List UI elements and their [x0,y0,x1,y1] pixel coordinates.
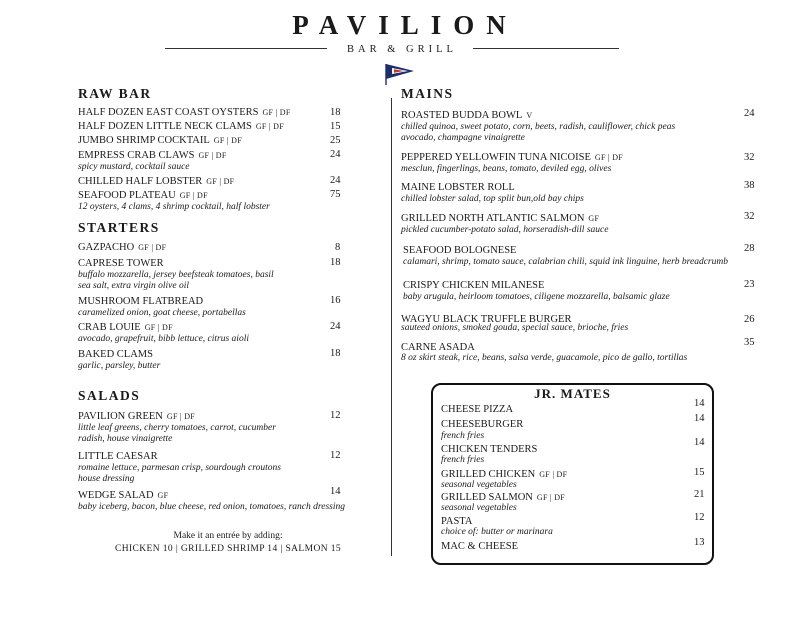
menu-item-description: house dressing [78,474,135,484]
dietary-tag: GF | DF [539,470,568,479]
menu-item-price: 18 [330,257,341,268]
menu-item-price: 23 [744,279,755,290]
menu-item-description: baby iceberg, bacon, blue cheese, red onion, tomatoes, ranch dressing [78,502,345,512]
menu-item-price: 21 [694,489,705,500]
menu-item-price: 24 [330,149,341,160]
menu-item-price: 25 [330,135,341,146]
menu-item-price: 12 [330,450,341,461]
dietary-tag: GF | DF [138,243,167,252]
menu-item-name: WEDGE SALAD GF [78,490,169,501]
menu-item-price: 24 [744,108,755,119]
section-heading-mains: MAINS [401,86,454,101]
menu-item-price: 18 [330,107,341,118]
burgee-flag-icon [384,62,418,86]
menu-item-name: SEAFOOD BOLOGNESE [403,245,517,256]
menu-item-description: romaine lettuce, parmesan crisp, sourdough croutons [78,463,281,473]
menu-item-description: buffalo mozzarella, jersey beefsteak tomatoes, basil [78,270,274,280]
menu-item-description: radish, house vinaigrette [78,434,173,444]
menu-item-price: 32 [744,211,755,222]
menu-item-description: french fries [441,455,485,465]
menu-item-name: HALF DOZEN EAST COAST OYSTERS GF | DF [78,107,291,118]
menu-item-name: CHEESE PIZZA [441,404,514,415]
menu-item-description: 8 oz skirt steak, rice, beans, salsa verde, guacamole, pico de gallo, tortillas [401,353,688,363]
menu-item-name: PAVILION GREEN GF | DF [78,411,196,422]
menu-item-price: 18 [330,348,341,359]
menu-item-price: 13 [694,537,705,548]
menu-item-name: CHILLED HALF LOBSTER GF | DF [78,176,235,187]
menu-item-description: sauteed onions, smoked gouda, special sauce, brioche, fries [401,323,629,333]
menu-item-price: 14 [330,486,341,497]
dietary-tag: GF | DF [198,151,227,160]
menu-item-name: JUMBO SHRIMP COCKTAIL GF | DF [78,135,242,146]
menu-item-description: seasonal vegetables [441,503,517,513]
menu-item-name: EMPRESS CRAB CLAWS GF | DF [78,150,227,161]
menu-item-name: MAC & CHEESE [441,541,519,552]
menu-item-price: 35 [744,337,755,348]
menu-item-price: 32 [744,152,755,163]
menu-item-description: baby arugula, heirloom tomatoes, ciligene mozzarella, balsamic glaze [403,292,670,302]
menu-item-description: avocado, champagne vinaigrette [401,133,525,143]
menu-item-description: avocado, grapefruit, bibb lettuce, citrus aioli [78,334,249,344]
menu-item-description: caramelized onion, goat cheese, portabellas [78,308,246,318]
entree-addon-note: Make it an entrée by adding: [173,531,283,541]
dietary-tag: GF [588,214,600,223]
menu-item-description: seasonal vegetables [441,480,517,490]
menu-item-name: ROASTED BUDDA BOWL V [401,110,533,121]
menu-item-price: 28 [744,243,755,254]
dietary-tag: GF [157,491,169,500]
menu-item-description: garlic, parsley, butter [78,361,161,371]
menu-item-description: french fries [441,431,485,441]
menu-item-name: LITTLE CAESAR [78,451,158,462]
menu-item-description: little leaf greens, cherry tomatoes, carrot, cucumber [78,423,276,433]
dietary-tag: GF | DF [179,191,208,200]
dietary-tag: GF | DF [166,412,196,421]
menu-item-name: CHEESEBURGER [441,419,524,430]
menu-item-description: 12 oysters, 4 clams, 4 shrimp cocktail, half lobster [78,202,270,212]
dietary-tag: GF | DF [255,122,284,131]
dietary-tag: GF | DF [213,136,242,145]
menu-item-price: 24 [330,175,341,186]
menu-item-price: 14 [694,437,705,448]
menu-item-name: BAKED CLAMS [78,349,153,360]
menu-item-description: sea salt, extra virgin olive oil [78,281,189,291]
menu-item-price: 12 [694,512,705,523]
menu-item-name: GAZPACHO GF | DF [78,242,167,253]
menu-item-description: chilled lobster salad, top split bun,old bay chips [401,194,584,204]
dietary-tag: GF | DF [262,108,291,117]
section-heading-salads: SALADS [78,388,141,403]
dietary-tag: V [526,111,533,120]
section-heading-raw-bar: RAW BAR [78,86,152,101]
menu-item-name: CAPRESE TOWER [78,258,164,269]
menu-item-price: 14 [694,398,705,409]
menu-item-name: MAINE LOBSTER ROLL [401,182,515,193]
menu-item-name: MUSHROOM FLATBREAD [78,296,204,307]
menu-item-price: 12 [330,410,341,421]
menu-item-description: chilled quinoa, sweet potato, corn, beets, radish, cauliflower, chick peas [401,122,676,132]
menu-item-name: PASTA [441,516,473,527]
dietary-tag: GF | DF [594,153,624,162]
menu-item-price: 15 [694,467,705,478]
menu-item-name: CHICKEN TENDERS [441,444,538,455]
menu-item-name: WAGYU BLACK TRUFFLE BURGER [401,314,572,325]
section-heading-starters: STARTERS [78,220,160,235]
dietary-tag: GF | DF [536,493,566,502]
menu-item-name: CARNE ASADA [401,342,475,353]
menu-item-name: GRILLED SALMON GF | DF [441,492,566,503]
menu-item-description: mesclun, fingerlings, beans, tomato, deviled egg, olives [401,164,612,174]
dietary-tag: GF | DF [144,323,173,332]
menu-item-description: pickled cucumber-potato salad, horseradish-dill sauce [401,225,609,235]
menu-item-price: 38 [744,180,755,191]
section-heading-jr-mates: JR. MATES [534,386,611,401]
entree-addon-options: CHICKEN 10 | GRILLED SHRIMP 14 | SALMON 15 [114,544,342,554]
menu-item-name: HALF DOZEN LITTLE NECK CLAMS GF | DF [78,121,284,132]
menu-item-price: 16 [330,295,341,306]
header-rule-right [473,48,619,49]
menu-item-price: 15 [330,121,341,132]
menu-item-name: CRISPY CHICKEN MILANESE [403,280,545,291]
menu-item-name: GRILLED CHICKEN GF | DF [441,469,568,480]
dietary-tag: GF | DF [206,177,235,186]
menu-item-name: SEAFOOD PLATEAU GF | DF [78,190,208,201]
menu-item-price: 8 [335,242,341,253]
menu-item-price: 14 [694,413,705,424]
menu-item-description: spicy mustard, cocktail sauce [78,162,190,172]
menu-item-description: calamari, shrimp, tomato sauce, calabrian chili, squid ink linguine, herb breadcrumb [403,257,728,267]
menu-item-price: 24 [330,321,341,332]
menu-item-name: GRILLED NORTH ATLANTIC SALMON GF [401,213,600,224]
menu-item-description: choice of: butter or marinara [441,527,553,537]
menu-item-name: PEPPERED YELLOWFIN TUNA NICOISE GF | DF [401,152,624,163]
menu-item-price: 26 [744,314,755,325]
menu-item-price: 75 [330,189,341,200]
menu-item-name: CRAB LOUIE GF | DF [78,322,173,333]
column-divider [391,98,392,556]
restaurant-title: PAVILION [292,10,518,40]
restaurant-subtitle: BAR & GRILL [347,44,457,55]
